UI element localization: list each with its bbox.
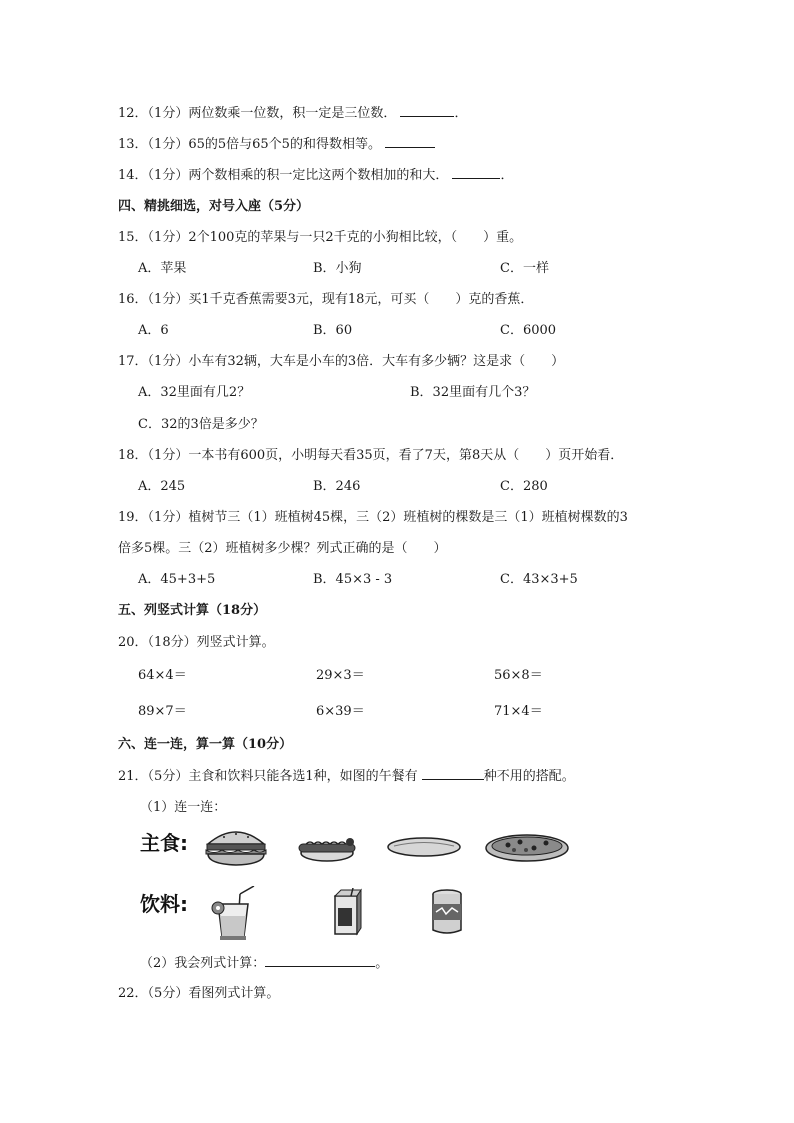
question-21: [118, 767, 575, 786]
question-19-option-b[interactable]: B．45×3 - 3: [313, 572, 393, 587]
question-16-text: 16．（1分）买1千克香蕉需要3元，现有18元，可买（ ）克的香蕉．: [118, 292, 534, 307]
question-15-option-a[interactable]: A．苹果: [138, 261, 187, 276]
juice-glass-icon[interactable]: [204, 886, 260, 942]
question-14: [118, 166, 513, 185]
question-19-text-line2: 倍多5棵。三（2）班植树多少棵？列式正确的是（ ）: [118, 541, 447, 556]
question-19-option-c[interactable]: C．43×3+5: [500, 572, 578, 587]
question-22-text: 22．（5分）看图列式计算。: [118, 986, 280, 1001]
question-17-option-b[interactable]: B．32里面有几个3？: [410, 385, 536, 400]
question-13: [118, 135, 435, 154]
question-21-sub2-text: （2）我会列式计算：: [140, 956, 266, 971]
question-18-text: 18．（1分）一本书有600页，小明每天看35页，看了7天，第8天从（ ）页开始看．: [118, 448, 624, 463]
bread-icon[interactable]: [386, 836, 462, 858]
answer-blank[interactable]: [265, 954, 375, 967]
expression: 89×7＝: [138, 704, 187, 719]
section-heading-5: 五、列竖式计算（18分）: [118, 603, 267, 618]
hot-dog-icon[interactable]: [296, 834, 358, 864]
question-20-text: 20．（18分）列竖式计算。: [118, 635, 275, 650]
question-16-option-c[interactable]: C．6000: [500, 323, 557, 338]
question-21-sub2-tail: 。: [375, 956, 389, 971]
pizza-icon[interactable]: [484, 830, 570, 864]
question-18-option-c[interactable]: C．280: [500, 479, 548, 494]
question-15-option-c[interactable]: C．一样: [500, 261, 549, 276]
question-21-text-tail: 种不用的搭配。: [483, 769, 575, 784]
expression: 6×39＝: [316, 704, 365, 719]
section-heading-4: 四、精挑细选，对号入座（5分）: [118, 199, 310, 214]
soda-can-icon[interactable]: [428, 888, 466, 936]
question-21-text: 21．（5分）主食和饮料只能各选1种，如图的午餐有: [118, 769, 418, 784]
question-15-option-b[interactable]: B．小狗: [313, 261, 362, 276]
question-16-option-b[interactable]: B．60: [313, 323, 353, 338]
question-17-option-a[interactable]: A．32里面有几2？: [138, 385, 251, 400]
question-18-option-b[interactable]: B．246: [313, 479, 361, 494]
answer-blank[interactable]: [385, 135, 435, 148]
label-main-food: 主食:: [140, 831, 188, 855]
question-14-tail: ．: [500, 168, 514, 183]
question-19-text-line1: 19．（1分）植树节三（1）班植树45棵，三（2）班植树的棵数是三（1）班植树棵数的3: [118, 510, 628, 525]
answer-blank[interactable]: [400, 104, 454, 117]
expression: 29×3＝: [316, 668, 365, 683]
answer-blank[interactable]: [422, 767, 484, 780]
label-drinks: 饮料:: [140, 892, 188, 916]
question-13-text: 13．（1分）65的5倍与65个5的和得数相等。: [118, 137, 381, 152]
answer-blank[interactable]: [452, 166, 500, 179]
expression: 56×8＝: [494, 668, 543, 683]
hamburger-icon[interactable]: [204, 826, 268, 868]
question-18-option-a[interactable]: A．245: [138, 479, 186, 494]
question-21-sub1: （1）连一连：: [140, 800, 227, 815]
question-17-option-c[interactable]: C．32的3倍是多少？: [138, 417, 264, 432]
question-12-text: 12．（1分）两位数乘一位数，积一定是三位数．: [118, 106, 397, 121]
question-15-text: 15．（1分）2个100克的苹果与一只2千克的小狗相比较，（ ）重。: [118, 230, 523, 245]
question-12-tail: ．: [454, 106, 468, 121]
question-14-text: 14．（1分）两个数相乘的积一定比这两个数相加的和大．: [118, 168, 449, 183]
juice-box-icon[interactable]: [327, 888, 363, 936]
question-19-option-a[interactable]: A．45+3+5: [138, 572, 216, 587]
question-17-text: 17．（1分）小车有32辆，大车是小车的3倍．大车有多少辆？这是求（ ）: [118, 354, 565, 369]
question-21-sub2: [140, 954, 388, 973]
expression: 64×4＝: [138, 668, 187, 683]
section-heading-6: 六、连一连，算一算（10分）: [118, 737, 293, 752]
expression: 71×4＝: [494, 704, 543, 719]
question-16-option-a[interactable]: A．6: [138, 323, 169, 338]
question-12: [118, 104, 467, 123]
